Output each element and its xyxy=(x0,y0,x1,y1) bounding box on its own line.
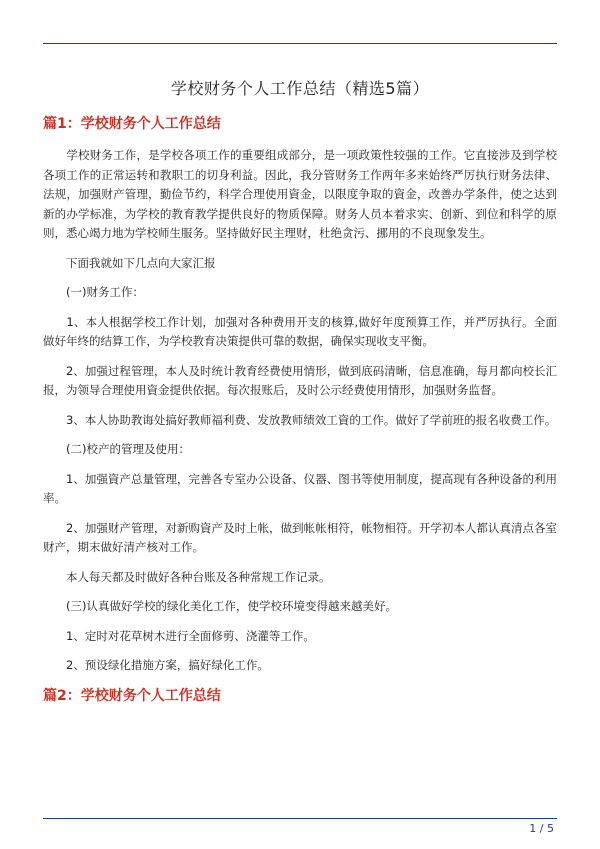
top-rule xyxy=(43,43,557,44)
paragraph: 1、定时对花草树木进行全面修剪、浇灌等工作。 xyxy=(43,628,315,643)
paragraph: 2、加强财产管理，对新购資产及时上帐，做到帐帐相符，帐物相符。开学初本人都认真清点各室财产，期末做好清产核对工作。 xyxy=(43,520,557,554)
paragraph: 2、预设绿化措施方案，搞好绿化工作。 xyxy=(43,658,269,672)
paragraph: 3、本人协助教诲处搞好教师福利费、发放教师绩效工資的工作。做好了学前班的报名收费工作。 xyxy=(43,412,557,427)
section-heading-1: 篇1：学校财务个人工作总结 xyxy=(43,116,221,132)
paragraph: 下面我就如下几点向大家汇报 xyxy=(43,255,216,270)
paragraph: 2、加强过程管理，本人及时统计教育经费使用情形，做到底码清晰，信息准确，每月都向校长汇报，为领导合理使用資金提供依据。每次报账后，及时公示经费使用情形，加强财务监督。 xyxy=(43,363,557,397)
document-body xyxy=(43,114,557,718)
document-title: 学校财务个人工作总结（精选5篇） xyxy=(170,79,430,98)
paragraph: (三)认真做好学校的绿化美化工作，使学校环境变得越来越美好。 xyxy=(43,599,397,613)
paragraph: 1、本人根据学校工作计划，加强对各种费用开支的核算,做好年度预算工作，并严厉执行。全面做好年终的结算工作，为学校教育决策提供可靠的数据，确保实现收支平衡。 xyxy=(43,314,557,348)
paragraph: 本人每天都及时做好各种台账及各种常规工作记录。 xyxy=(43,569,331,584)
paragraph: (一)财务工作： xyxy=(43,285,144,299)
paragraph: 学校财务工作，是学校各项工作的重要组成部分，是一项政策性较强的工作。它直接涉及到学校各项工作的正常运转和教职工的切身利益。因此，我分管财务工作两年多来始终严厉执行财务法律、法规，加强财产管理，勤俭节约，科学合理使用資金，以限度争取的資金，改善办学条件，使之达到新的办学标准，为学校的教育教学提供良好的物质保障。财务人员本着求实、创新、到位和科学的原则，悉心竭力地为学校师生服务。坚持做好民主理财，杜绝贪污、挪用的不良现象发生。 xyxy=(43,148,557,240)
bottom-rule xyxy=(43,818,557,819)
paragraph: (二)校产的管理及使用： xyxy=(43,442,190,456)
page-indicator: 1 / 5 xyxy=(529,822,554,835)
paragraph: 1、加强資产总量管理，完善各专室办公设备、仪器、图书等使用制度，提高现有各种设备的利用率。 xyxy=(43,471,557,505)
section-heading-2: 篇2：学校财务个人工作总结 xyxy=(43,687,221,704)
